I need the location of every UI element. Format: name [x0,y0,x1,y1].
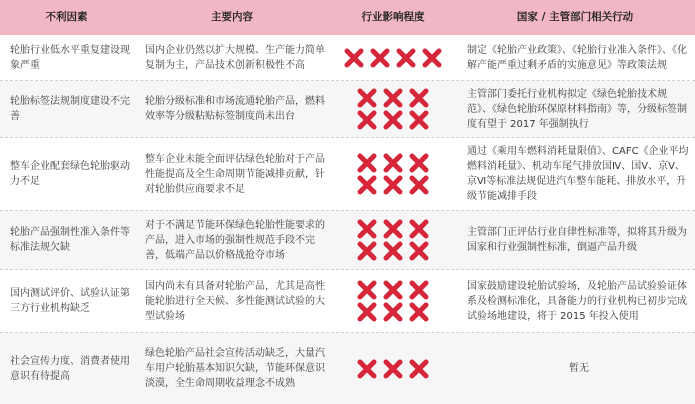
cross-icon [356,359,378,379]
table-row [0,138,695,210]
cross-icon [408,302,430,322]
cross-icon [382,302,404,322]
header-action: 国家 / 主管部门相关行动 [516,11,634,23]
cross-icon [343,48,365,68]
header-factor: 不利因素 [45,11,88,23]
cross-icon [382,241,404,261]
action-cell: 通过《乘用车燃料消耗量限值》、CAFC《企业平均燃料消耗量》、机动车尾气排放国Ⅳ、国Ⅴ、京Ⅴ、京Ⅵ等标准法规促进汽车整车能耗、排放水平，升级节能减排手段 [467,146,689,202]
cross-icon [369,48,391,68]
action-cell: 制定《轮胎产业政策》、《轮胎行业准入条件》、《化解产能严重过剩矛盾的实施意见》等政策法规 [467,44,687,71]
impact-rating [343,48,443,68]
impact-rating [356,219,430,261]
content-cell: 国内尚未有具备对轮胎产品，尤其是高性能轮胎进行全天候、多性能测试试验的大型试验场 [145,280,325,322]
impact-cell [331,211,455,269]
cross-icon [408,175,430,195]
factor-cell: 轮胎产品强制性准入条件等标准法规欠缺 [10,227,130,253]
impact-rating [356,88,430,130]
cross-icon [395,48,417,68]
cross-icon [408,359,430,379]
cross-icon [356,241,378,261]
cross-icon [382,359,404,379]
content-cell: 整车企业未能全面评估绿色轮胎对于产品性能提高及全生命周期节能减排贡献，针对轮胎供应商要求不足 [145,153,325,195]
cross-icon [356,219,378,239]
table-header [0,0,695,35]
cross-icon [356,175,378,195]
action-cell: 主管部门正评估行业自律性标准等，拟将其升级为国家和行业强制性标准，倒逼产品升级 [467,227,687,253]
cross-icon [382,219,404,239]
cross-icon [356,153,378,173]
table-row [0,211,695,269]
factor-cell: 社会宣传力度、消费者使用意识有待提高 [10,355,130,382]
cross-icon [408,153,430,173]
factor-cell: 轮胎行业低水平重复建设现象严重 [10,44,130,71]
cross-icon [408,88,430,108]
cross-icon [382,88,404,108]
header-content: 主要内容 [211,11,253,23]
cross-icon [356,302,378,322]
cross-icon [382,175,404,195]
impact-rating [356,359,430,379]
factor-cell: 轮胎标签法规制度建设不完善 [10,96,130,122]
impact-cell [331,270,455,332]
cross-icon [356,280,378,300]
header-impact: 行业影响程度 [361,11,425,23]
content-cell: 国内企业仍然以扩大规模、生产能力简单复制为主，产品技术创新积极性不高 [145,44,325,71]
content-cell: 对于不满足节能环保绿色轮胎性能要求的产品，进入市场的强制性规范手段不完善，低端产品以价格战抢夺市场 [145,219,325,261]
impact-rating [356,153,430,195]
cross-icon [408,241,430,261]
factor-cell: 整车企业配套绿色轮胎驱动力不足 [10,161,130,187]
table-row [0,270,695,332]
cross-icon [356,110,378,130]
cross-icon [382,153,404,173]
cross-icon [356,88,378,108]
content-cell: 绿色轮胎产品社会宣传活动缺乏，大量汽车用户轮胎基本知识欠缺，节能环保意识淡漠，全生命周期收益理念不成熟 [145,348,325,389]
impact-cell [331,333,455,404]
impact-cell [331,35,455,80]
cross-icon [382,110,404,130]
action-cell: 暂无 [569,363,589,374]
table-row [0,333,695,404]
cross-icon [408,280,430,300]
content-cell: 轮胎分级标准和市场流通轮胎产品，燃料效率等分级粘贴标签制度尚未出台 [145,96,325,122]
table-row [0,35,695,80]
cross-icon [408,219,430,239]
action-cell: 主管部门委托行业机构拟定《绿色轮胎技术规范》、《绿色轮胎环保原材料指南》等，分级标签制度有望于 2017 年强制执行 [467,88,687,130]
cross-icon [408,110,430,130]
cross-icon [382,280,404,300]
cross-icon [421,48,443,68]
action-cell: 国家鼓励建设轮胎试验场，及轮胎产品试验验证体系及检测标准化，具备能力的行业机构已初步完成试验场地建设，将于 2015 年投入使用 [467,280,687,322]
table-row [0,81,695,137]
factor-cell: 国内测试评价、试验认证第三方行业机构缺乏 [10,288,130,314]
impact-cell [331,138,455,210]
impact-cell [331,81,455,137]
impact-rating [356,280,430,322]
